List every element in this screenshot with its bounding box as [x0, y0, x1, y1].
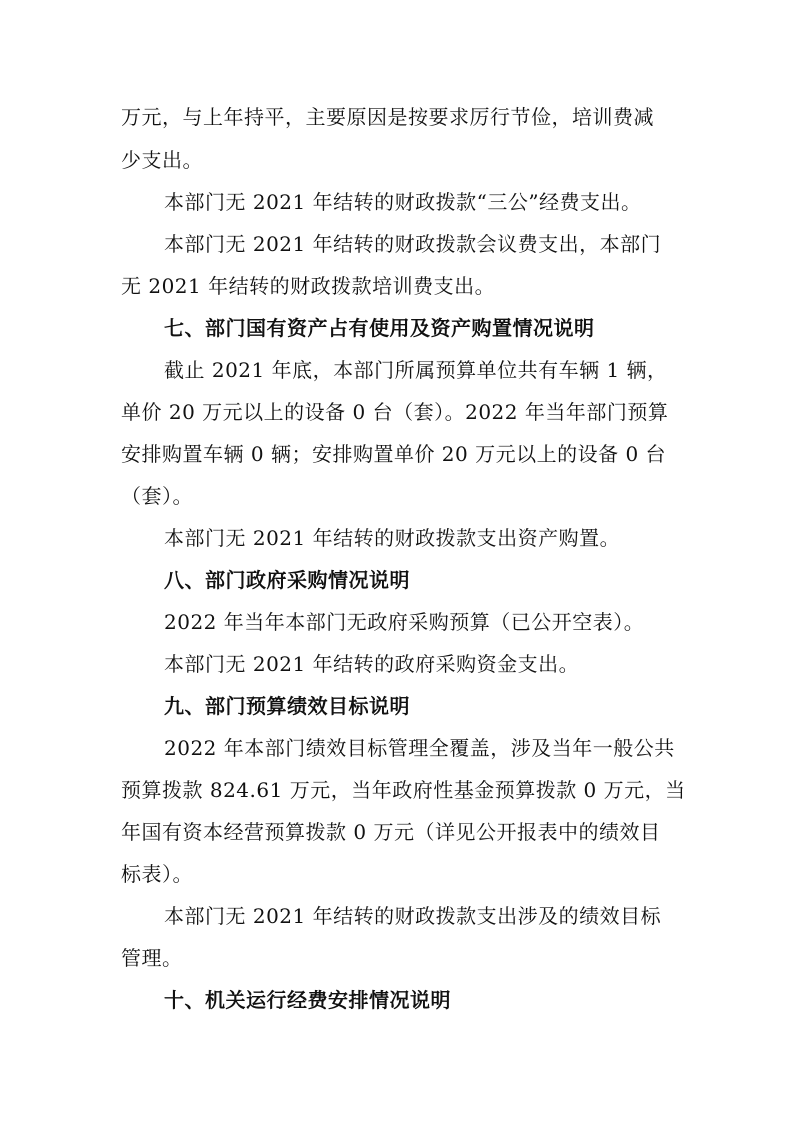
paragraph-line: 无 2021 年结转的财政拨款培训费支出。 [121, 274, 496, 298]
paragraph-line: 2022 年当年本部门无政府采购预算（已公开空表）。 [164, 610, 645, 634]
paragraph-line: 单价 20 万元以上的设备 0 台（套）。2022 年当年部门预算 [121, 400, 669, 424]
paragraph-line: 本部门无 2021 年结转的政府采购资金支出。 [164, 652, 580, 676]
paragraph-line: 本部门无 2021 年结转的财政拨款“三公”经费支出。 [164, 190, 642, 214]
section-heading-7: 七、部门国有资产占有使用及资产购置情况说明 [164, 316, 595, 340]
paragraph-line: 2022 年本部门绩效目标管理全覆盖，涉及当年一般公共 [164, 736, 675, 760]
paragraph-line: 安排购置车辆 0 辆；安排购置单价 20 万元以上的设备 0 台 [121, 442, 667, 466]
paragraph-line: 少支出。 [121, 148, 203, 172]
paragraph-line: 本部门无 2021 年结转的财政拨款会议费支出，本部门 [164, 232, 662, 256]
paragraph-line: 万元，与上年持平，主要原因是按要求厉行节俭，培训费减 [121, 105, 654, 129]
paragraph-line: 年国有资本经营预算拨款 0 万元（详见公开报表中的绩效目 [121, 820, 661, 844]
paragraph-line: 本部门无 2021 年结转的财政拨款支出涉及的绩效目标 [164, 904, 662, 928]
section-heading-10: 十、机关运行经费安排情况说明 [164, 988, 451, 1012]
section-heading-8: 八、部门政府采购情况说明 [164, 568, 410, 592]
section-heading-9: 九、部门预算绩效目标说明 [164, 694, 410, 718]
paragraph-line: 本部门无 2021 年结转的财政拨款支出资产购置。 [164, 526, 621, 550]
paragraph-line: （套）。 [121, 484, 193, 508]
paragraph-line: 预算拨款 824.61 万元，当年政府性基金预算拨款 0 万元，当 [121, 778, 686, 802]
paragraph-line: 截止 2021 年底，本部门所属预算单位共有车辆 1 辆， [164, 358, 668, 382]
paragraph-line: 标表）。 [121, 862, 193, 886]
paragraph-line: 管理。 [121, 946, 183, 970]
